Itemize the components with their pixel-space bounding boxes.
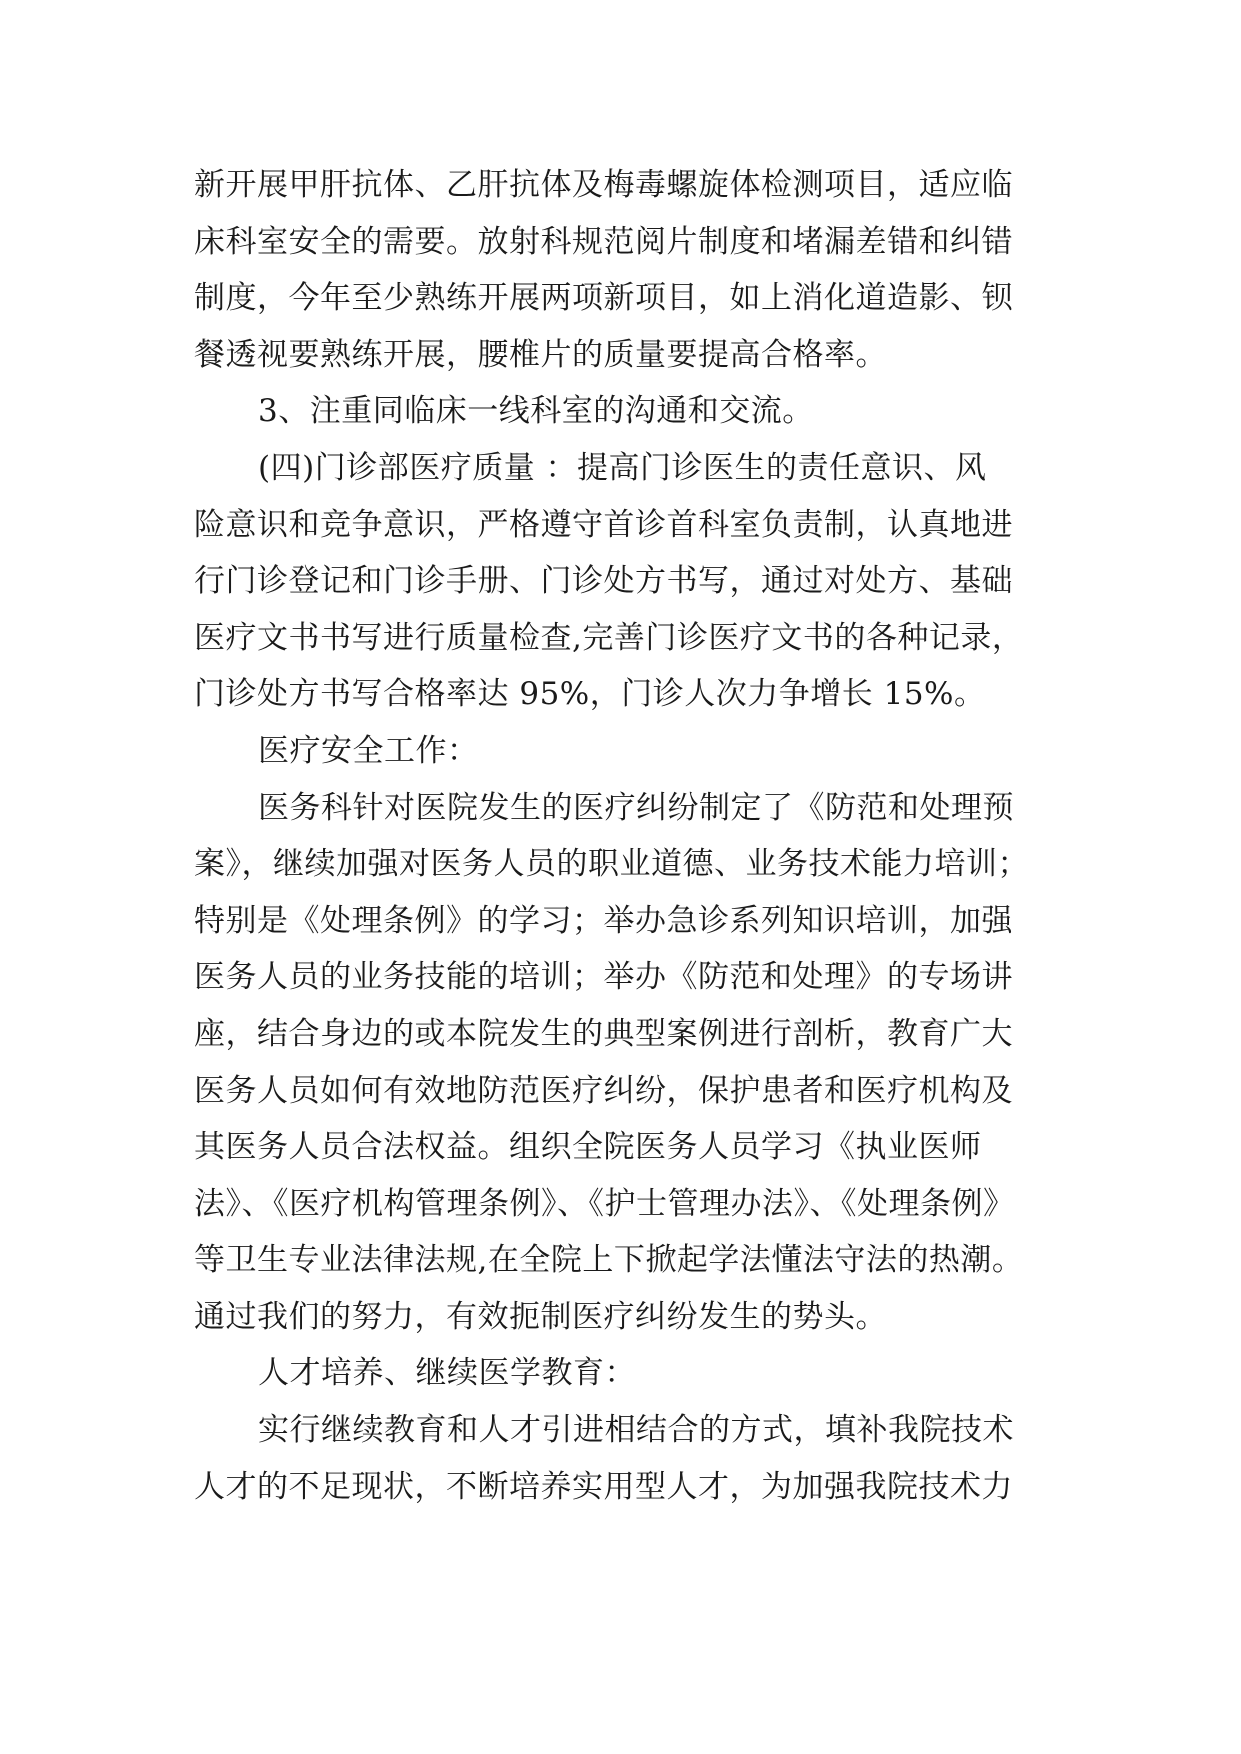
text-line: 3、注重同临床一线科室的沟通和交流。 <box>258 393 814 430</box>
text-line: 特别是《处理条例》的学习；举办急诊系列知识培训，加强 <box>194 902 1013 939</box>
section-heading: 医疗安全工作： <box>258 732 479 769</box>
text-line: 法》、《医疗机构管理条例》、《护士管理办法》、《处理条例》 <box>194 1185 1015 1222</box>
text-line: 人才的不足现状，不断培养实用型人才，为加强我院技术力 <box>194 1468 1013 1505</box>
text-line: 等卫生专业法律法规,在全院上下掀起学法懂法守法的热潮。 <box>194 1242 1024 1279</box>
text-line: 案》，继续加强对医务人员的职业道德、业务技术能力培训； <box>194 846 1029 883</box>
text-line: 门诊处方书写合格率达 95%，门诊人次力争增长 15%。 <box>194 676 986 713</box>
text-line: (四)门诊部医疗质量 ：提高门诊医生的责任意识、风 <box>258 449 987 486</box>
section-heading: 人才培养、继续医学教育： <box>258 1355 636 1392</box>
text-line: 医疗文书书写进行质量检查,完善门诊医疗文书的各种记录， <box>194 619 1024 656</box>
text-line: 其医务人员合法权益。组织全院医务人员学习《执业医师 <box>194 1129 982 1166</box>
text-line: 医务科针对医院发生的医疗纠纷制定了《防范和处理预 <box>258 789 1014 826</box>
text-line: 床科室安全的需要。放射科规范阅片制度和堵漏差错和纠错 <box>194 223 1013 260</box>
text-line: 险意识和竞争意识，严格遵守首诊首科室负责制，认真地进 <box>194 506 1013 543</box>
text-line: 新开展甲肝抗体、乙肝抗体及梅毒螺旋体检测项目，适应临 <box>194 167 1013 203</box>
text-line: 医务人员如何有效地防范医疗纠纷，保护患者和医疗机构及 <box>194 1072 1013 1109</box>
text-line: 餐透视要熟练开展，腰椎片的质量要提高合格率。 <box>194 336 887 373</box>
text-line: 行门诊登记和门诊手册、门诊处方书写，通过对处方、基础 <box>194 563 1013 600</box>
text-line: 通过我们的努力，有效扼制医疗纠纷发生的势头。 <box>194 1298 887 1335</box>
text-line: 医务人员的业务技能的培训；举办《防范和处理》的专场讲 <box>194 959 1013 996</box>
text-line: 座，结合身边的或本院发生的典型案例进行剖析，教育广大 <box>194 1015 1013 1052</box>
body-text <box>194 157 1054 1515</box>
text-line: 实行继续教育和人才引进相结合的方式，填补我院技术 <box>258 1412 1014 1449</box>
text-line: 制度，今年至少熟练开展两项新项目，如上消化道造影、钡 <box>194 280 1013 317</box>
